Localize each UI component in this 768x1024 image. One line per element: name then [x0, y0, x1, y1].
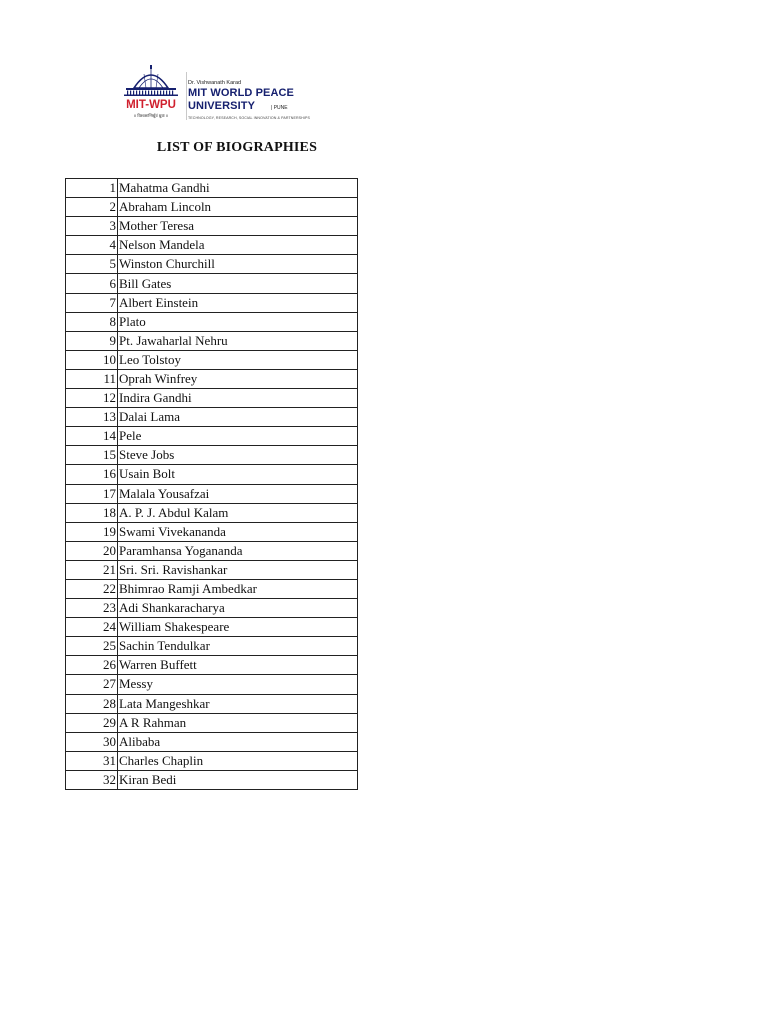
table-row — [66, 618, 358, 637]
row-number: 27 — [66, 675, 118, 694]
row-number: 9 — [66, 331, 118, 350]
biography-name: Indira Gandhi — [118, 389, 358, 408]
table-row — [66, 732, 358, 751]
row-number: 26 — [66, 656, 118, 675]
row-number: 18 — [66, 503, 118, 522]
biography-name: Messy — [118, 675, 358, 694]
row-number: 22 — [66, 579, 118, 598]
row-number: 10 — [66, 350, 118, 369]
table-row — [66, 770, 358, 789]
biography-name: Swami Vivekananda — [118, 522, 358, 541]
row-number: 19 — [66, 522, 118, 541]
table-row — [66, 427, 358, 446]
biography-name: Charles Chaplin — [118, 751, 358, 770]
table-row — [66, 255, 358, 274]
row-number: 8 — [66, 312, 118, 331]
biography-name: Pt. Jawaharlal Nehru — [118, 331, 358, 350]
table-row — [66, 675, 358, 694]
logo-founder-text: Dr. Vishwanath Karad — [188, 80, 242, 86]
table-row — [66, 293, 358, 312]
svg-text:॥ विश्वशान्तिर्ध्रुवं ध्रुवा ॥: ॥ विश्वशान्तिर्ध्रुवं ध्रुवा ॥ — [133, 113, 169, 118]
table-row — [66, 236, 358, 255]
biography-name: Dalai Lama — [118, 408, 358, 427]
biography-name: A R Rahman — [118, 713, 358, 732]
biography-name: Sachin Tendulkar — [118, 637, 358, 656]
biography-name: Warren Buffett — [118, 656, 358, 675]
biography-name: Kiran Bedi — [118, 770, 358, 789]
table-row — [66, 179, 358, 198]
biography-name: Oprah Winfrey — [118, 369, 358, 388]
row-number: 31 — [66, 751, 118, 770]
biography-name: Sri. Sri. Ravishankar — [118, 560, 358, 579]
biography-name: Alibaba — [118, 732, 358, 751]
logo-university-name-line2: UNIVERSITY — [188, 100, 256, 112]
table-row — [66, 522, 358, 541]
row-number: 24 — [66, 618, 118, 637]
logo-university-name-line1: MIT WORLD PEACE — [188, 87, 294, 99]
row-number: 20 — [66, 541, 118, 560]
table-row — [66, 369, 358, 388]
table-row — [66, 560, 358, 579]
biography-name: William Shakespeare — [118, 618, 358, 637]
biography-name: Plato — [118, 312, 358, 331]
row-number: 25 — [66, 637, 118, 656]
table-row — [66, 350, 358, 369]
row-number: 13 — [66, 408, 118, 427]
table-row — [66, 446, 358, 465]
row-number: 6 — [66, 274, 118, 293]
row-number: 2 — [66, 198, 118, 217]
row-number: 28 — [66, 694, 118, 713]
table-row — [66, 503, 358, 522]
row-number: 4 — [66, 236, 118, 255]
row-number: 17 — [66, 484, 118, 503]
row-number: 30 — [66, 732, 118, 751]
biographies-table-body — [66, 179, 358, 790]
table-row — [66, 579, 358, 598]
table-row — [66, 198, 358, 217]
row-number: 23 — [66, 599, 118, 618]
table-row — [66, 465, 358, 484]
row-number: 3 — [66, 217, 118, 236]
table-row — [66, 331, 358, 350]
table-row — [66, 656, 358, 675]
biography-name: Mahatma Gandhi — [118, 179, 358, 198]
biography-name: Winston Churchill — [118, 255, 358, 274]
row-number: 12 — [66, 389, 118, 408]
row-number: 14 — [66, 427, 118, 446]
table-row — [66, 541, 358, 560]
biography-name: Paramhansa Yogananda — [118, 541, 358, 560]
biography-name: Bhimrao Ramji Ambedkar — [118, 579, 358, 598]
row-number: 15 — [66, 446, 118, 465]
biography-name: Lata Mangeshkar — [118, 694, 358, 713]
university-emblem — [120, 64, 182, 126]
table-row — [66, 408, 358, 427]
row-number: 16 — [66, 465, 118, 484]
table-row — [66, 312, 358, 331]
row-number: 11 — [66, 369, 118, 388]
biography-name: Steve Jobs — [118, 446, 358, 465]
logo-location: | PUNE — [271, 105, 288, 111]
table-row — [66, 694, 358, 713]
biography-name: Abraham Lincoln — [118, 198, 358, 217]
table-row — [66, 274, 358, 293]
biography-name: Albert Einstein — [118, 293, 358, 312]
row-number: 1 — [66, 179, 118, 198]
row-number: 7 — [66, 293, 118, 312]
table-row — [66, 217, 358, 236]
row-number: 32 — [66, 770, 118, 789]
table-row — [66, 599, 358, 618]
biography-name: A. P. J. Abdul Kalam — [118, 503, 358, 522]
biography-name: Malala Yousafzai — [118, 484, 358, 503]
biography-name: Bill Gates — [118, 274, 358, 293]
logo-tagline: TECHNOLOGY, RESEARCH, SOCIAL INNOVATION & PARTNERSHIPS — [188, 116, 310, 120]
biography-name: Usain Bolt — [118, 465, 358, 484]
biography-name: Nelson Mandela — [118, 236, 358, 255]
university-logo — [120, 64, 310, 126]
row-number: 29 — [66, 713, 118, 732]
logo-brand-text: MIT-WPU — [126, 99, 176, 111]
biography-name: Leo Tolstoy — [118, 350, 358, 369]
biography-name: Pele — [118, 427, 358, 446]
table-row — [66, 751, 358, 770]
table-row — [66, 389, 358, 408]
biography-name: Mother Teresa — [118, 217, 358, 236]
table-row — [66, 637, 358, 656]
logo-divider — [186, 72, 187, 120]
biography-name: Adi Shankaracharya — [118, 599, 358, 618]
row-number: 5 — [66, 255, 118, 274]
table-row — [66, 713, 358, 732]
biographies-table — [65, 178, 358, 790]
table-row — [66, 484, 358, 503]
row-number: 21 — [66, 560, 118, 579]
page-title: LIST OF BIOGRAPHIES — [156, 140, 318, 155]
